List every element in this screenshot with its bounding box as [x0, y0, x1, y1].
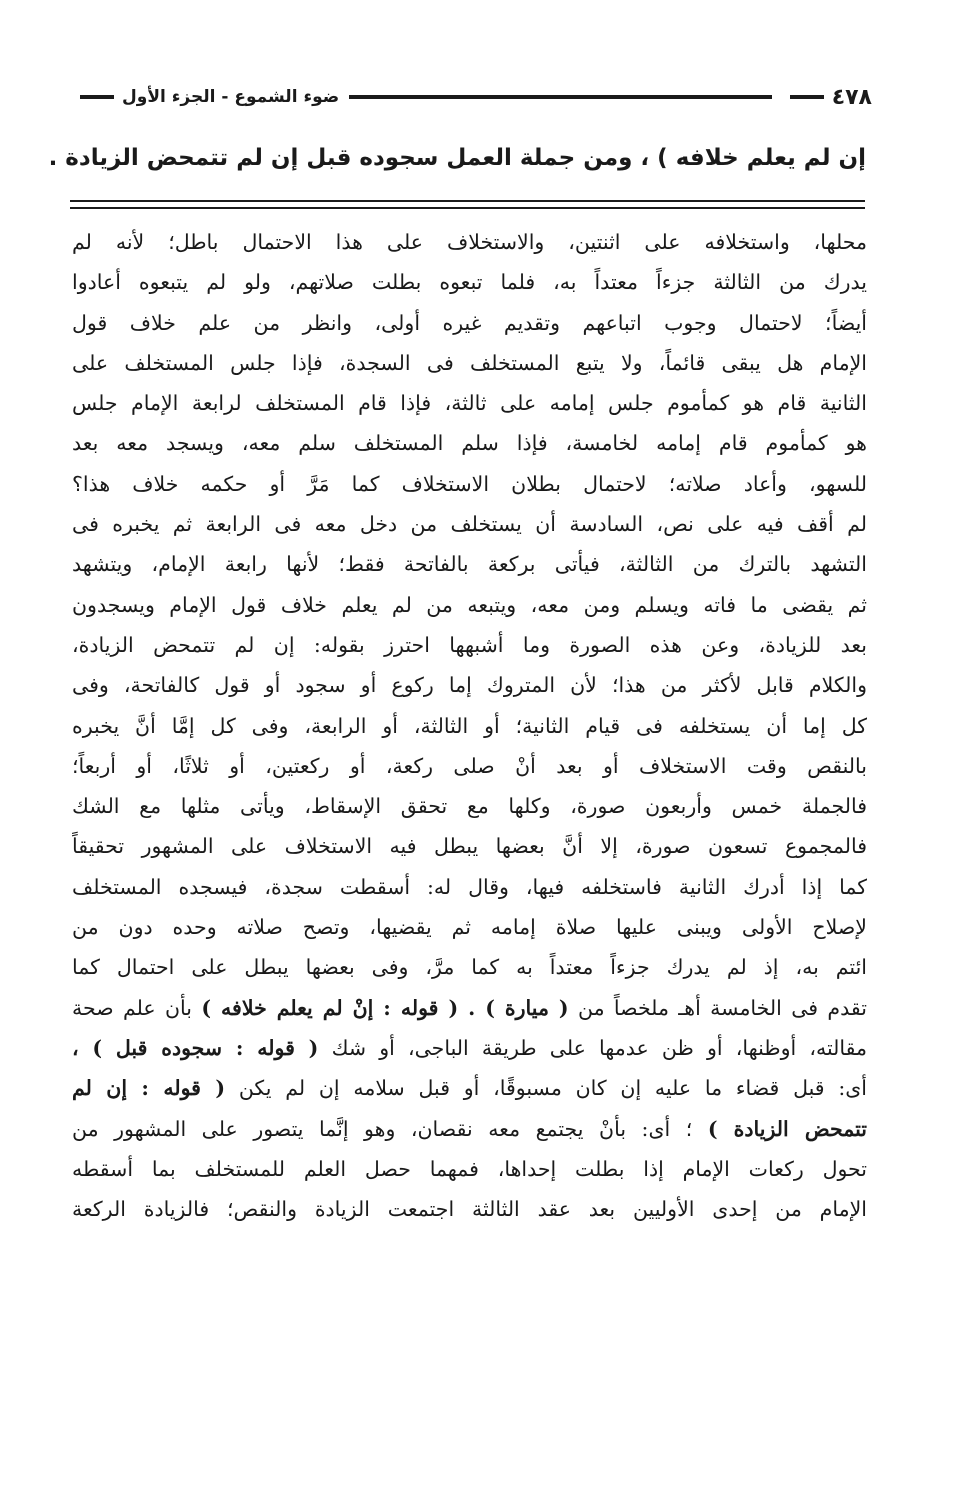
commentary-line: ائتم به، إذ لم يدرك جزءاً معتداً به كما مرَّ، وفى بعضها يبطل على احتمال كما	[72, 955, 867, 980]
commentary-line: هو كمأموم قام إمامه لخامسة، فإذا سلم المستخلف سلم معه، ويسجد معه بعد	[72, 431, 867, 456]
matn-text: إن لم يعلم خلافه ) ، ومن جملة العمل سجوده قبل إن لم تتمحض الزيادة .	[48, 145, 866, 171]
commentary-body	[72, 222, 867, 1229]
commentary-text: مقالته، أوظنها، أو ظن عدمها على طريقة الباجى، أو شك	[331, 1035, 867, 1060]
commentary-text: تقدم فى الخامسة أهـ ملخصاً من	[577, 995, 867, 1020]
citation-bold: ( قوله : سجوده قبل ) ،	[72, 1035, 319, 1060]
header-dash-left	[80, 95, 114, 99]
commentary-line-mixed	[72, 988, 867, 1028]
commentary-line: ثم يقضى ما فاته ويسلم ومن معه، ويتبعه من لم يعلم خلاف قول الإمام ويسجدون	[72, 592, 867, 617]
commentary-line-mixed	[72, 1068, 867, 1108]
commentary-text: بأن علم صحة	[72, 995, 193, 1020]
commentary-line: كما إذا أدرك الثانية فاستخلفه فيها، وقال له: أسقطت سجدة، فيسجده المستخلف	[72, 874, 867, 899]
commentary-line: بالنقص وقت الاستخلاف أو بعد أنْ صلى ركعة، أو ركعتين، أو ثلاثًا، أو أربعاً؛	[72, 753, 867, 778]
page-number: ٤٧٨	[831, 84, 872, 110]
commentary-text: ؛ أى: بأنْ يجتمع معه نقصان، وهو إنَّما يتصور على المشهور من	[72, 1116, 693, 1141]
commentary-line: للسهو، وأعاد صلاته؛ لاحتمال بطلان الاستخلاف كما مَرَّ أو حكمه خلاف هذا؟	[72, 471, 867, 496]
commentary-line: كل إما أن يستخلفه فى قيام الثانية؛ أو الثالثة، أو الرابعة، وفى كل إمَّا أنَّ يخبره	[72, 713, 867, 738]
commentary-line: تحول ركعات الإمام إذا بطلت إحداها، فمهما حصل العلم للمستخلف بما أسقطه	[72, 1156, 867, 1181]
commentary-line: والكلام قابل لأكثر من هذا؛ لأن المتروك إما ركوع أو سجود أو قول كالفاتحة، وفى	[72, 673, 867, 698]
commentary-line-mixed	[72, 1028, 867, 1068]
commentary-line: بعد للزيادة، وعن هذه الصورة وما أشبهها احترز بقوله: إن لم تتمحض الزيادة،	[72, 632, 867, 657]
citation-bold: تتمحض الزيادة )	[707, 1116, 867, 1141]
double-rule-divider	[70, 200, 865, 209]
commentary-line: فالمجموع تسعون صورة، إلا أنَّ بعضها يبطل فيه الاستخلاف على المشهور تحقيقاً	[72, 834, 867, 859]
running-header	[72, 82, 872, 112]
commentary-line: الثانية قام هو كمأموم جلس إمامه على ثالثة، فإذا قام المستخلف لرابعة الإمام جلس	[72, 391, 867, 416]
commentary-line: يدرك من الثالثة جزءاً معتداً به، فلما تبعوه بطلت صلاتهم، ولو لم يتبعوه أعادوا	[72, 270, 867, 295]
commentary-line: التشهد بالترك من الثالثة، فيأتى بركعة بالفاتحة فقط؛ لأنها رابعة الإمام، ويتشهد	[72, 552, 867, 577]
commentary-line: محلها، واستخلافه على اثنتين، والاستخلاف على هذا الاحتمال باطل؛ لأنه لم	[72, 230, 867, 254]
commentary-line: لم أقف فيه على نص، السادسة أن يستخلف من دخل معه فى الرابعة ثم يخبره فى	[72, 512, 867, 537]
commentary-text: أى: قبل قضاء ما عليه إن كان مسبوقًا، أو قبل سلامه إن لم يكن	[238, 1076, 867, 1101]
header-rule	[349, 95, 771, 99]
citation-bold: ( ميارة ) . ( قوله : إنْ لم يعلم خلافه )	[201, 995, 569, 1020]
book-title: ضوء الشموع - الجزء الأول	[122, 87, 340, 107]
commentary-line-mixed	[72, 1109, 867, 1149]
commentary-line: فالجملة خمس وأربعون صورة، وكلها مع تحقق الإسقاط، ويأتى مثلها مع الشك	[72, 794, 867, 819]
citation-bold: ( قوله : إن لم	[72, 1076, 226, 1101]
commentary-line: أيضاً؛ لاحتمال وجوب اتباعهم وتقديم غيره أولى، وانظر من علم خلاف قول	[72, 310, 867, 335]
commentary-line: الإمام هل يبقى قائماً، ولا يتبع المستخلف فى السجدة، فإذا جلس المستخلف على	[72, 350, 867, 375]
header-dash-right	[790, 95, 824, 99]
commentary-line: لإصلاح الأولى ويبنى عليها صلاة إمامه ثم يقضيها، وتصح صلاته وحده دون من	[72, 915, 867, 940]
commentary-line: الإمام من إحدى الأوليين بعد عقد الثالثة اجتمعت الزيادة والنقص؛ فالزيادة الركعة	[72, 1197, 867, 1222]
